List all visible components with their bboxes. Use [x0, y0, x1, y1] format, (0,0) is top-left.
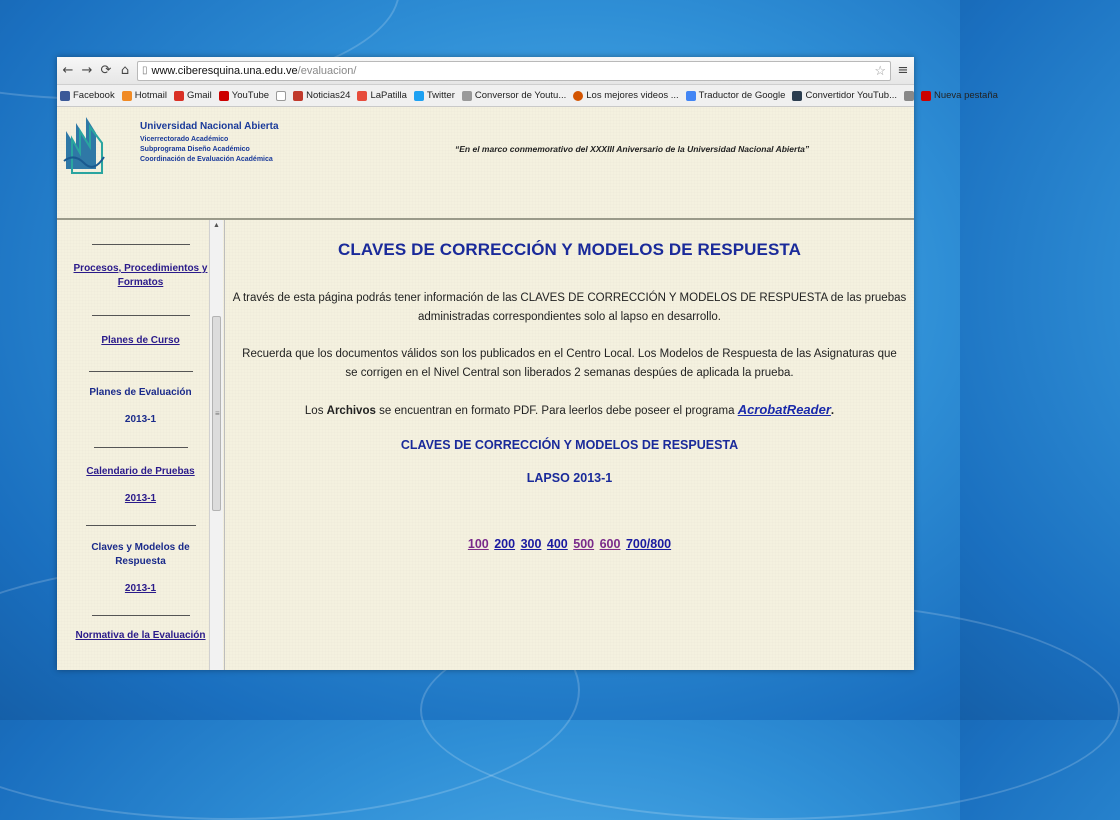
divider: [94, 447, 188, 448]
videos-icon: [573, 91, 583, 101]
sidebar-scrollbar[interactable]: [209, 220, 223, 670]
link-200[interactable]: 200: [494, 537, 516, 551]
vicerrectorado-line: Vicerrectorado Académico: [140, 136, 229, 143]
page-icon: [276, 91, 286, 101]
folder-icon: [462, 91, 472, 101]
sidebar-item-normativa[interactable]: [57, 630, 224, 641]
back-icon[interactable]: ←: [62, 62, 74, 78]
scroll-up-icon[interactable]: ▲: [213, 222, 220, 229]
home-icon[interactable]: ⌂: [120, 62, 130, 78]
bookmark-label: Los mejores videos ...: [586, 90, 679, 101]
web-page: [57, 107, 914, 670]
bookmark-star-icon[interactable]: ☆: [874, 62, 886, 78]
grid-icon: [904, 91, 914, 101]
bookmark-label: Twitter: [426, 90, 455, 101]
bookmark-translator[interactable]: [686, 90, 786, 101]
bookmark-label: Gmail: [186, 90, 212, 101]
grip-icon: ≡: [215, 409, 220, 418]
sidebar-nav: [57, 220, 225, 670]
sidebar-link[interactable]: Procesos, Procedimientos y: [73, 263, 208, 274]
bookmark-label: Noticias24: [306, 90, 351, 101]
link-700-800[interactable]: 700/800: [625, 537, 672, 551]
sidebar-link[interactable]: Calendario de Pruebas: [86, 466, 195, 477]
bookmark-conversor[interactable]: [462, 90, 566, 101]
divider: [89, 371, 193, 372]
bookmark-label: Facebook: [73, 90, 115, 101]
sidebar-link[interactable]: 2013-1: [124, 583, 157, 594]
acrobat-reader-link[interactable]: AcrobatReader: [737, 402, 831, 417]
coordinacion-line: Coordinación de Evaluación Académica: [140, 156, 273, 163]
bookmark-label: Nueva pestaña: [934, 90, 998, 101]
bookmark-facebook[interactable]: [60, 90, 115, 101]
facebook-icon: [60, 91, 70, 101]
pdf-text: se encuentran en formato PDF. Para leerlos debe poseer el programa: [375, 405, 738, 417]
sidebar-item-procesos[interactable]: [57, 262, 224, 290]
bookmark-label: Hotmail: [134, 90, 167, 101]
address-bar[interactable]: [137, 61, 891, 81]
link-300[interactable]: 300: [520, 537, 542, 551]
sidebar-link[interactable]: Normativa de la Evaluación: [75, 630, 206, 641]
level-links: [225, 537, 914, 551]
sidebar-item-claves: [57, 541, 224, 569]
lapso-label: LAPSO 2013-1: [526, 471, 613, 485]
bookmark-twitter[interactable]: [414, 90, 455, 101]
bookmark-hotmail[interactable]: [122, 90, 167, 101]
bookmark-nueva-pestana[interactable]: [921, 90, 998, 101]
gmail-icon: [174, 91, 184, 101]
url-path: /evaluacion/: [297, 64, 357, 77]
intro-line: A través de esta página podrás tener información de las CLAVES DE CORRECCIÓN Y MODELOS DE RESPUESTA de las pruebas: [232, 292, 907, 304]
sidebar-link[interactable]: Formatos: [117, 277, 164, 288]
noticias24-icon: [293, 91, 303, 101]
divider: [92, 244, 190, 245]
pdf-paragraph: [225, 400, 914, 421]
link-100[interactable]: 100: [467, 537, 489, 551]
sidebar-heading: Claves y Modelos de: [91, 542, 190, 553]
anniversary-banner: “En el marco conmemorativo del XXXIII Aniversario de la Universidad Nacional Abierta”: [455, 144, 810, 154]
youtube-icon: [219, 91, 229, 101]
bookmarks-bar: [57, 85, 998, 107]
bookmark-lapatilla[interactable]: [357, 90, 406, 101]
convertidor-icon: [792, 91, 802, 101]
notice-line: se corrigen en el Nivel Central son liberados 2 semanas despúes de aplicada la prueba.: [345, 367, 794, 379]
forward-icon[interactable]: →: [81, 62, 93, 78]
page-header: [57, 107, 914, 220]
url-host: www.ciberesquina.una.edu.ve: [151, 64, 298, 77]
sidebar-heading: Respuesta: [115, 556, 166, 567]
link-500[interactable]: 500: [573, 537, 595, 551]
sidebar-item-claves-lapso[interactable]: [57, 583, 224, 594]
sidebar-heading: Planes de Evaluación: [89, 387, 192, 398]
university-info: [140, 121, 279, 163]
sidebar-item-planes-evaluacion: [57, 387, 224, 398]
intro-paragraph: [225, 289, 914, 327]
pdf-period: .: [830, 405, 835, 417]
notice-paragraph: [225, 345, 914, 383]
intro-line: administradas correspondientes solo al lapso en desarrollo.: [417, 311, 721, 323]
twitter-icon: [414, 91, 424, 101]
page-title: CLAVES DE CORRECCIÓN Y MODELOS DE RESPUESTA: [337, 240, 802, 259]
bookmark-gmail[interactable]: [174, 90, 212, 101]
sidebar-item-planes-eval-lapso[interactable]: [57, 414, 224, 425]
sidebar-link[interactable]: 2013-1: [124, 493, 157, 504]
sidebar-item-calendario[interactable]: [57, 466, 224, 477]
bookmark-label: Conversor de Youtu...: [474, 90, 567, 101]
archivos-text: Archivos: [326, 405, 376, 417]
lapatilla-icon: [357, 91, 367, 101]
bookmark-label: LaPatilla: [370, 90, 407, 101]
pdf-text: Los: [304, 405, 327, 417]
main-content: [225, 220, 914, 670]
bookmark-label: YouTube: [231, 90, 270, 101]
university-name: Universidad Nacional Abierta: [140, 121, 279, 132]
una-logo-icon: [62, 117, 107, 177]
section-subtitle: CLAVES DE CORRECCIÓN Y MODELOS DE RESPUESTA: [400, 438, 739, 452]
divider: [92, 615, 190, 616]
bookmark-blank[interactable]: [276, 91, 286, 101]
page-icon: ▯: [142, 65, 148, 76]
menu-icon[interactable]: ≡: [897, 62, 909, 78]
divider: [86, 525, 196, 526]
hotmail-icon: [122, 91, 132, 101]
browser-navbar: [57, 57, 914, 85]
scroll-thumb[interactable]: [212, 316, 221, 511]
sidebar-link[interactable]: Planes de Curso: [101, 335, 180, 346]
bookmark-label: Convertidor YouTub...: [805, 90, 897, 101]
bookmark-grid[interactable]: [904, 91, 914, 101]
bookmark-label: Traductor de Google: [698, 90, 786, 101]
reload-icon[interactable]: ⟳: [100, 62, 112, 78]
sidebar-item-calendario-lapso[interactable]: [57, 493, 224, 504]
browser-window: [57, 57, 998, 670]
youtube-icon: [921, 91, 931, 101]
divider: [92, 315, 190, 316]
link-600[interactable]: 600: [599, 537, 621, 551]
bookmark-videos[interactable]: [573, 90, 678, 101]
sidebar-lapso[interactable]: 2013-1: [124, 414, 157, 425]
subprograma-line: Subprograma Diseño Académico: [140, 146, 250, 153]
bookmark-youtube[interactable]: [219, 90, 269, 101]
translate-icon: [686, 91, 696, 101]
bookmark-noticias24[interactable]: [293, 90, 350, 101]
link-400[interactable]: 400: [546, 537, 568, 551]
notice-line: Recuerda que los documentos válidos son los publicados en el Centro Local. Los Modelos de Respuesta de las Asignaturas que: [242, 348, 897, 360]
sidebar-item-planes-curso[interactable]: [57, 335, 224, 346]
bookmark-convertidor[interactable]: [792, 90, 897, 101]
